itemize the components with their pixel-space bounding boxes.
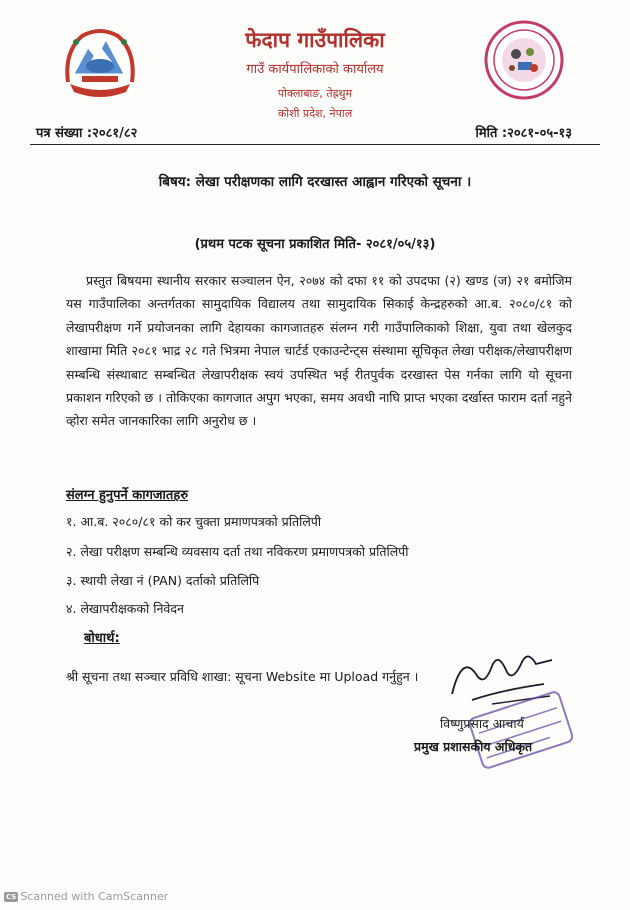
enclosure-item: २. लेखा परीक्षण सम्बन्धि व्यवसाय दर्ता तथा नविकरण प्रमाणपत्रको प्रतिलिपी bbox=[66, 544, 409, 559]
municipality-title: फेदाप गाउँपालिका bbox=[245, 28, 385, 52]
enclosure-item: १. आ.ब. २०८०/८१ को कर चुक्ता प्रमाणपत्रको प्रतिलिपी bbox=[66, 514, 322, 529]
camscanner-logo-icon: CS bbox=[6, 893, 17, 901]
subject-line: बिषय: लेखा परीक्षणका लागि दरखास्त आह्वान गरिएको सूचना । bbox=[158, 174, 472, 190]
office-name: गाउँ कार्यपालिकाको कार्यालय bbox=[246, 62, 384, 77]
enclosure-item: ३. स्थायी लेखा नं (PAN) दर्ताको प्रतिलिपि bbox=[66, 573, 260, 588]
notice-text: श्री सूचना तथा सञ्चार प्रविधि शाखा: सूचना Website मा Upload गर्नुहुन । bbox=[66, 669, 419, 684]
signatory-name: विष्णुप्रसाद आचार्य bbox=[440, 716, 524, 731]
body-paragraph: प्रस्तुत बिषयमा स्थानीय सरकार सञ्चालन ऐन, २०७४ को दफा ११ को उपदफा (२) खण्ड (ज) २१ बमोजिम यस गाउँपालिका अन्तर्गतका सामुदायिक विद्यालय तथा सामुदायिक सिकाई केन्द्रहरुको आ.ब. २०८०/८१ को लेखापरीक्षण गर्ने प्रयोजनका लागि देहायका कागजातहरु संलग्न गरी गाउँपालिकाको शिक्षा, युवा तथा खेलकुद शाखामा मिति २०८१ भाद्र २८ गते भित्रमा नेपाल चार्टर्ड एकाउन्टेन्ट्स संस्थामा सूचिकृत लेखा परीक्षक/लेखापरीक्षण सम्बन्धि संस्थाबाट सम्बन्धित लेखापरीक्षक स्वयं उपस्थित भई रीतपुर्वक दरखास्त पेस गर्नका लागि यो सूचना प्रकाशन गरिएको छ । तोकिएका कागजात अपुग भएका, समय अवधी नाघि प्राप्त भएका दर्खास्त फाराम दर्ता नहुने व्होरा समेत जानकारिका लागि अनुरोध छ । bbox=[66, 273, 572, 429]
office-address: पोक्लाबाङ, तेह्रथुम bbox=[277, 87, 353, 100]
province-name: कोशी प्रदेश, नेपाल bbox=[277, 107, 353, 120]
notice-heading: बोधार्थ: bbox=[84, 631, 120, 646]
signatory-designation: प्रमुख प्रशासकीय अधिकृत bbox=[414, 739, 533, 754]
letter-number: पत्र संख्या :२०८१/८२ bbox=[36, 126, 138, 141]
enclosure-item: ४. लेखापरीक्षकको निवेदन bbox=[66, 601, 184, 616]
enclosures-heading: संलग्न हुनुपर्ने कागजातहरु bbox=[66, 488, 189, 503]
publication-date: (प्रथम पटक सूचना प्रकाशित मिति- २०८१/०५/१३) bbox=[194, 237, 436, 252]
scanner-watermark bbox=[4, 890, 168, 903]
letter-date: मिति :२०८१-०५-१३ bbox=[475, 126, 572, 141]
header-divider bbox=[30, 144, 600, 145]
scanner-text: Scanned with CamScanner bbox=[20, 890, 169, 903]
